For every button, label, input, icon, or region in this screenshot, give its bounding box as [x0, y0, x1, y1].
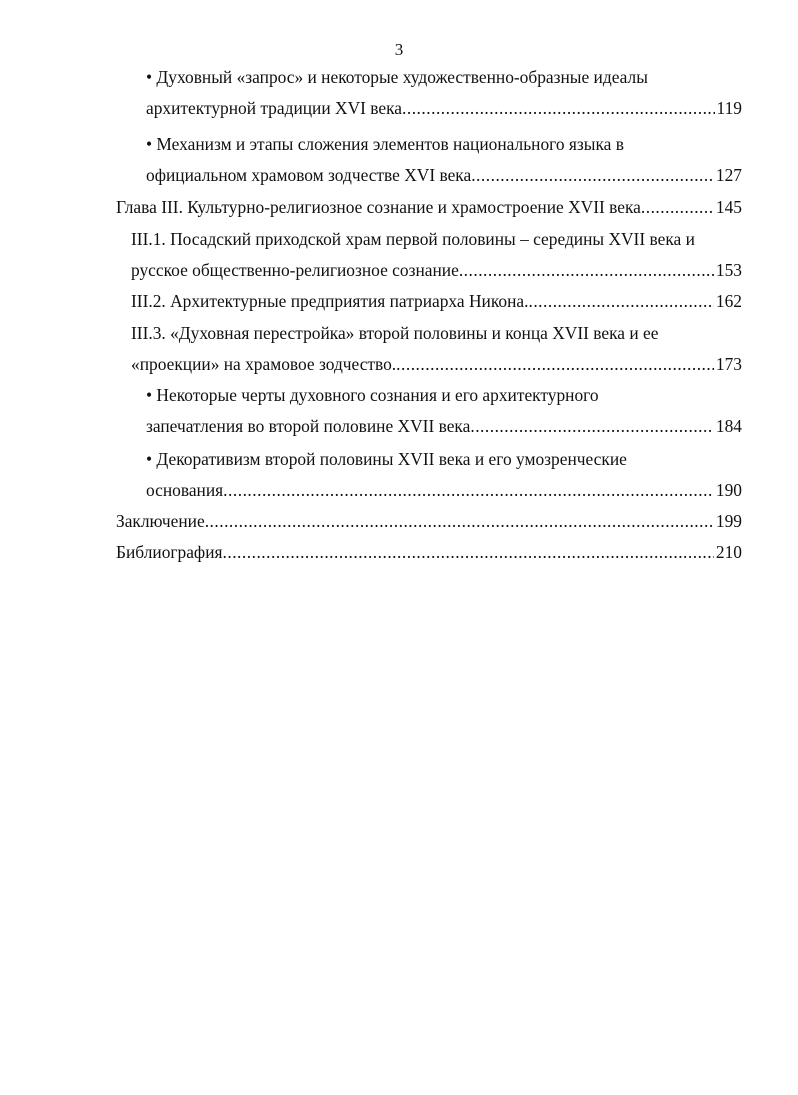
toc-entry [131, 255, 742, 285]
toc-entry-title: архитектурной традиции XVI века [146, 98, 403, 118]
toc-entry-title: официальном храмовом зодчестве XVI века [146, 165, 472, 185]
toc-entry-title: русское общественно-религиозное сознание [131, 260, 459, 280]
toc-entry-line: • Декоративизм второй половины XVII века и его умозренческие [146, 449, 627, 469]
toc-entry [146, 475, 742, 505]
toc-page-number: 199 [715, 511, 742, 531]
toc-entry [146, 160, 742, 190]
leader-dots [470, 411, 714, 441]
leader-dots [528, 286, 713, 316]
toc-entry [131, 349, 742, 379]
toc-entry [146, 93, 742, 123]
toc-page-number: 210 [715, 542, 742, 562]
toc-page-number: 145 [715, 197, 742, 217]
toc-entry-title: запечатления во второй половине XVII века [146, 416, 471, 436]
toc-page-number: 119 [716, 98, 742, 118]
toc-entry-line: III.3. «Духовная перестройка» второй половины и конца XVII века и ее [131, 323, 659, 343]
leader-dots [223, 475, 714, 505]
page-number: 3 [394, 40, 404, 59]
toc-page-number: 127 [715, 165, 742, 185]
toc-entry [116, 506, 742, 536]
leader-dots [459, 255, 714, 285]
leader-dots [471, 160, 714, 190]
toc-entry-line: III.1. Посадский приходской храм первой половины – середины XVII века и [131, 229, 695, 249]
toc-page-number: 184 [715, 416, 742, 436]
toc-entry [116, 537, 742, 567]
toc-entry-title: основания [146, 480, 224, 500]
toc-entry-title: III.2. Архитектурные предприятия патриарха Никона. [131, 291, 529, 311]
toc-entry [131, 286, 742, 316]
toc-entry [116, 192, 742, 222]
leader-dots [641, 192, 714, 222]
toc-entry-line: • Духовный «запрос» и некоторые художественно-образные идеалы [146, 67, 648, 87]
toc-entry-title: Глава III. Культурно-религиозное сознание и храмостроение XVII века [116, 197, 641, 217]
toc-page-number: 153 [715, 260, 742, 280]
toc-page-number: 190 [715, 480, 742, 500]
toc-entry-title: «проекции» на храмовое зодчество. [131, 354, 397, 374]
leader-dots [396, 349, 714, 379]
toc-entry-line: • Некоторые черты духовного сознания и его архитектурного [146, 385, 599, 405]
toc-entry-title: Заключение [116, 511, 205, 531]
leader-dots [205, 506, 714, 536]
toc-entry-title: Библиография [116, 542, 223, 562]
toc-page-number: 162 [715, 291, 742, 311]
toc-entry [146, 411, 742, 441]
leader-dots [402, 93, 715, 123]
toc-entry-line: • Механизм и этапы сложения элементов национального языка в [146, 134, 624, 154]
toc-page-number: 173 [715, 354, 742, 374]
leader-dots [223, 537, 714, 567]
